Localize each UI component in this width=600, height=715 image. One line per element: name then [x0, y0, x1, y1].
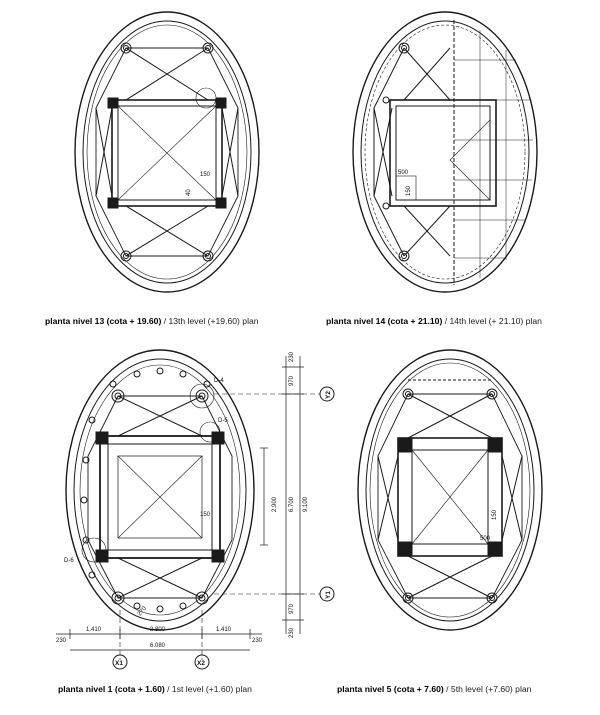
plan1-dim-right-970-bottom: 970 [289, 603, 295, 614]
plan13-dim-150: 150 [200, 172, 211, 178]
plan13-dim-40: 40 [186, 189, 192, 196]
caption-level-5-bold: planta nivel 5 (cota + 7.60) [337, 684, 444, 694]
caption-level-5-rest: / 5th level (+7.60) plan [443, 684, 532, 694]
caption-level-14-bold: planta nivel 14 (cota + 21.10) [326, 316, 443, 326]
caption-level-13 [45, 316, 259, 326]
plan1-dim-bottom-230-right: 230 [252, 638, 263, 644]
plan1-axis-y2: Y2 [325, 391, 332, 399]
plan1-dim-6700: 6.700 [289, 496, 295, 512]
caption-level-13-bold: planta nivel 13 (cota + 19.60) [45, 316, 162, 326]
plan1-axis-y1: Y1 [325, 591, 332, 599]
caption-level-13-rest: / 13th level (+19.60) plan [161, 316, 259, 326]
caption-level-14-rest: / 14th level (+ 21.10) plan [442, 316, 542, 326]
plan5-dim-150: 150 [492, 509, 498, 520]
plan1-detail-d5: D-5 [218, 418, 228, 424]
plan-level-14-drawing [353, 12, 537, 292]
plan-level-13-drawing [75, 12, 259, 292]
plan1-axis-x2: X2 [197, 660, 205, 667]
caption-level-14 [326, 316, 542, 326]
caption-level-5 [337, 684, 531, 694]
caption-level-1-rest: / 1st level (+1.60) plan [164, 684, 252, 694]
plan1-axis-x1: X1 [115, 660, 123, 667]
plan1-dim-right-bottom-230: 230 [289, 627, 295, 638]
plan1-dim-right-970-top: 970 [289, 375, 295, 386]
plan1-dim-2900: 2.900 [272, 496, 278, 512]
plan14-dim-500: 500 [398, 170, 409, 176]
plan1-dim-150: 150 [200, 512, 211, 518]
plan1-dim-bottom-2800: 2.800 [150, 627, 166, 633]
plan-level-5-drawing [358, 350, 542, 630]
plan1-dim-bottom-230-left: 230 [56, 638, 67, 644]
plan1-detail-d6: D-6 [64, 558, 74, 564]
plan1-dim-9100: 9.100 [303, 496, 309, 512]
plan5-dim-500: 500 [480, 536, 491, 542]
plan1-dim-bottom-1410-right: 1.410 [216, 627, 232, 633]
plan1-dim-bottom-6080: 6.080 [150, 643, 166, 649]
plan1-detail-d4: D-4 [214, 378, 224, 384]
caption-level-1 [58, 684, 252, 694]
caption-level-1-bold: planta nivel 1 (cota + 1.60) [58, 684, 165, 694]
plan1-dim-270: 270 [136, 605, 148, 618]
plan1-dim-bottom-1410-left: 1.410 [86, 627, 102, 633]
plan1-dim-right-top-230: 230 [289, 351, 295, 362]
plan14-dim-150: 150 [406, 185, 412, 196]
